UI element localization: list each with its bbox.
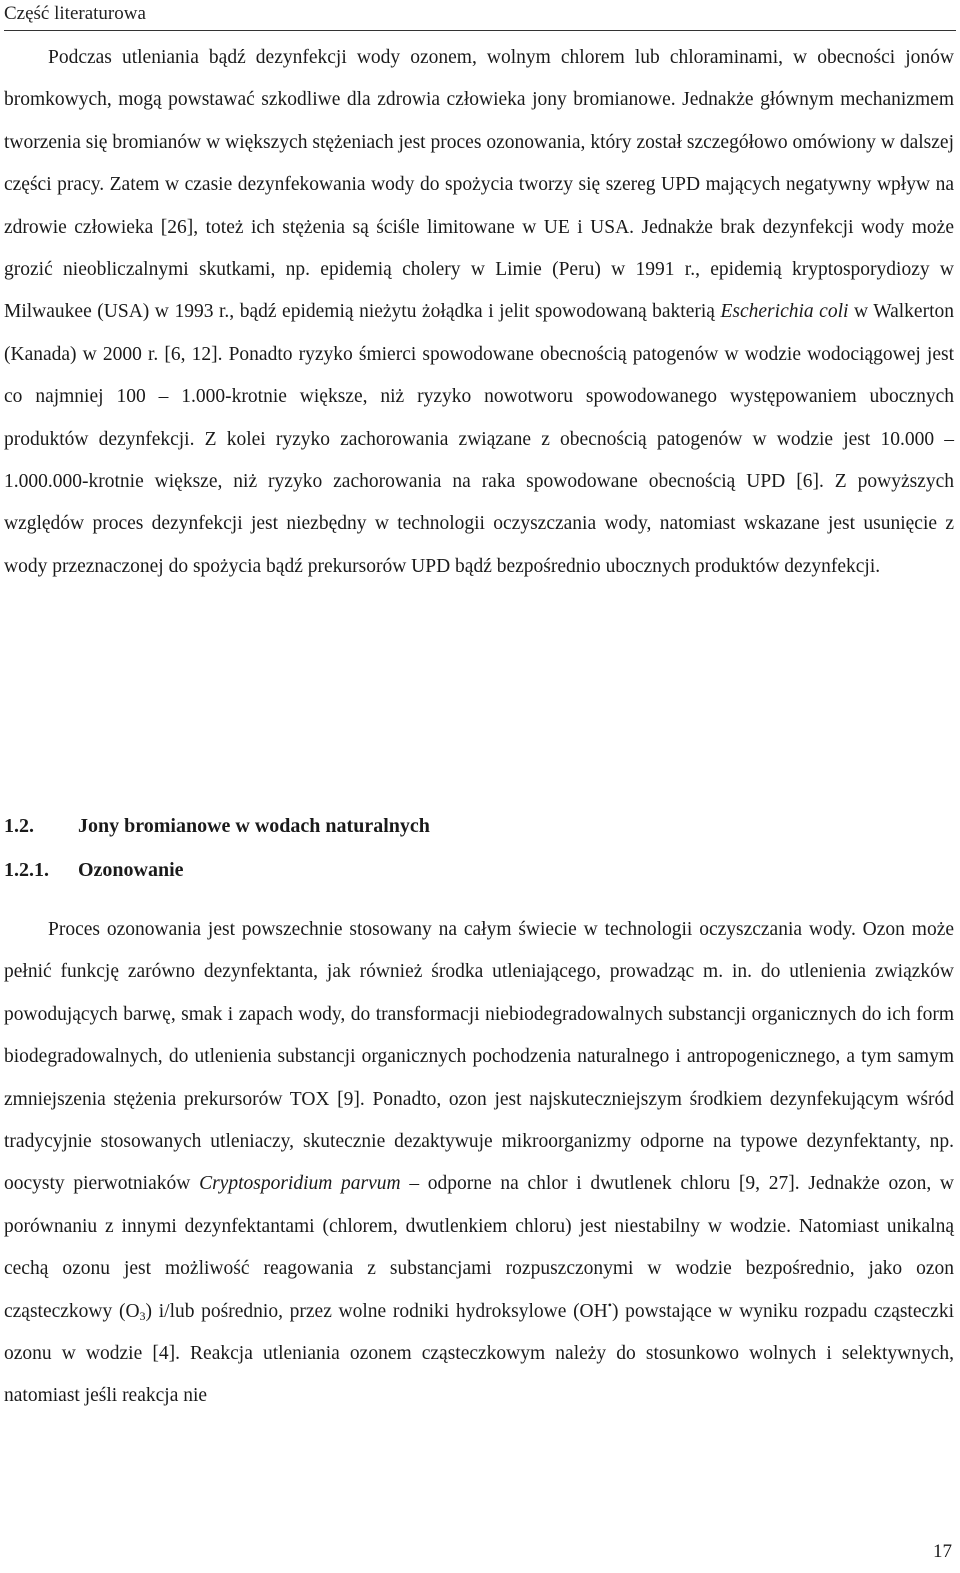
paragraph-2-text-d: ) powstające w wyniku rozpadu cząsteczki ozonu w wodzie [4]. Reakcja utleniania ozonem cząsteczkowym należy do stosunkowo wolnych i selektywnych, natomiast jeśli reakcja nie bbox=[4, 1300, 954, 1407]
radical-superscript: • bbox=[607, 1297, 612, 1312]
paragraph-2-text-a: Proces ozonowania jest powszechnie stosowany na całym świecie w technologii oczyszczania wody. Ozon może pełnić funkcję zarówno dezynfektanta, jak również środka utleniającego, prowadząc m. in. do utlenienia związków powodujących barwę, smak i zapach wody, do transformacji niebiodegradowalnych substancji organicznych do ich form biodegradowalnych, do utlenienia substancji organicznych pochodzenia naturalnego i antropogenicznego, a tym samym zmniejszenia stężenia prekursorów TOX [9]. Ponadto, ozon jest najskuteczniejszym środkiem dezynfekującym wśród tradycyjnie stosowanych utleniaczy, skutecznie dezaktywuje mikroorganizmy odporne na typowe dezynfektanty, np. oocysty pierwotniaków bbox=[4, 919, 954, 1195]
body-paragraph-2 bbox=[4, 909, 954, 1418]
subsection-heading bbox=[4, 856, 184, 884]
section-number: 1.2. bbox=[4, 815, 34, 837]
running-header: Część literaturowa bbox=[4, 3, 146, 24]
paragraph-2-text-b: – odporne na chlor i dwutlenek chloru [9, 27]. Jednakże ozon, w porównaniu z innymi dezynfektantami (chlorem, dwutlenkiem chloru) jest niestabilny w wodzie. Natomiast unikalną cechą ozonu jest możliwość reagowania z substancjami rozpuszczonymi w wodzie bezpośrednio, jako ozon cząsteczkowy (O bbox=[4, 1173, 955, 1322]
species-name-cryptosporidium: Cryptosporidium parvum bbox=[199, 1173, 401, 1195]
paragraph-1-text-end: w Walkerton (Kanada) w 2000 r. [6, 12]. Ponadto ryzyko śmierci spowodowane obecnością patogenów w wodzie wodociągowej jest co najmniej 100 – 1.000-krotnie większe, niż ryzyko nowotworu spowodowanego występowaniem ubocznych produktów dezynfekcji. Z kolei ryzyko zachorowania związane z obecnością patogenów w wodzie jest 10.000 – 1.000.000-krotnie większe, niż ryzyko zachorowania na raka spowodowane obecnością UPD [6]. Z powyższych względów proces dezynfekcji jest niezbędny w technologii oczyszczania wody, natomiast wskazane jest usunięcie z wody przeznaczonej do spożycia bądź prekursorów UPD bądź bezpośrednio ubocznych produktów dezynfekcji. bbox=[4, 301, 954, 577]
ozone-subscript: 3 bbox=[139, 1308, 146, 1323]
paragraph-1-text: Podczas utleniania bądź dezynfekcji wody ozonem, wolnym chlorem lub chloraminami, w obecności jonów bromkowych, mogą powstawać szkodliwe dla zdrowia człowieka jony bromianowe. Jednakże głównym mechanizmem tworzenia się bromianów w większych stężeniach jest proces ozonowania, który został szczegółowo omówiony w dalszej części pracy. Zatem w czasie dezynfekowania wody do spożycia tworzy się szereg UPD mających negatywny wpływ na zdrowie człowieka [26], toteż ich stężenia są ściśle limitowane w UE i USA. Jednakże brak dezynfekcji wody może grozić nieobliczalnymi skutkami, np. epidemią cholery w Limie (Peru) w 1991 r., epidemią kryptosporydiozy w Milwaukee (USA) w 1993 r., bądź epidemią nieżytu żołądka i jelit spowodowaną bakterią bbox=[4, 47, 954, 323]
subsection-number: 1.2.1. bbox=[4, 859, 49, 881]
body-paragraph-1 bbox=[4, 37, 954, 588]
page-number: 17 bbox=[933, 1541, 952, 1562]
paragraph-2-text-c: ) i/lub pośrednio, przez wolne rodniki hydroksylowe (OH bbox=[145, 1300, 608, 1322]
header-divider bbox=[4, 30, 956, 31]
subsection-title: Ozonowanie bbox=[78, 859, 184, 881]
section-title: Jony bromianowe w wodach naturalnych bbox=[78, 815, 430, 837]
species-name-escherichia: Escherichia coli bbox=[720, 301, 849, 323]
section-heading bbox=[4, 812, 430, 840]
